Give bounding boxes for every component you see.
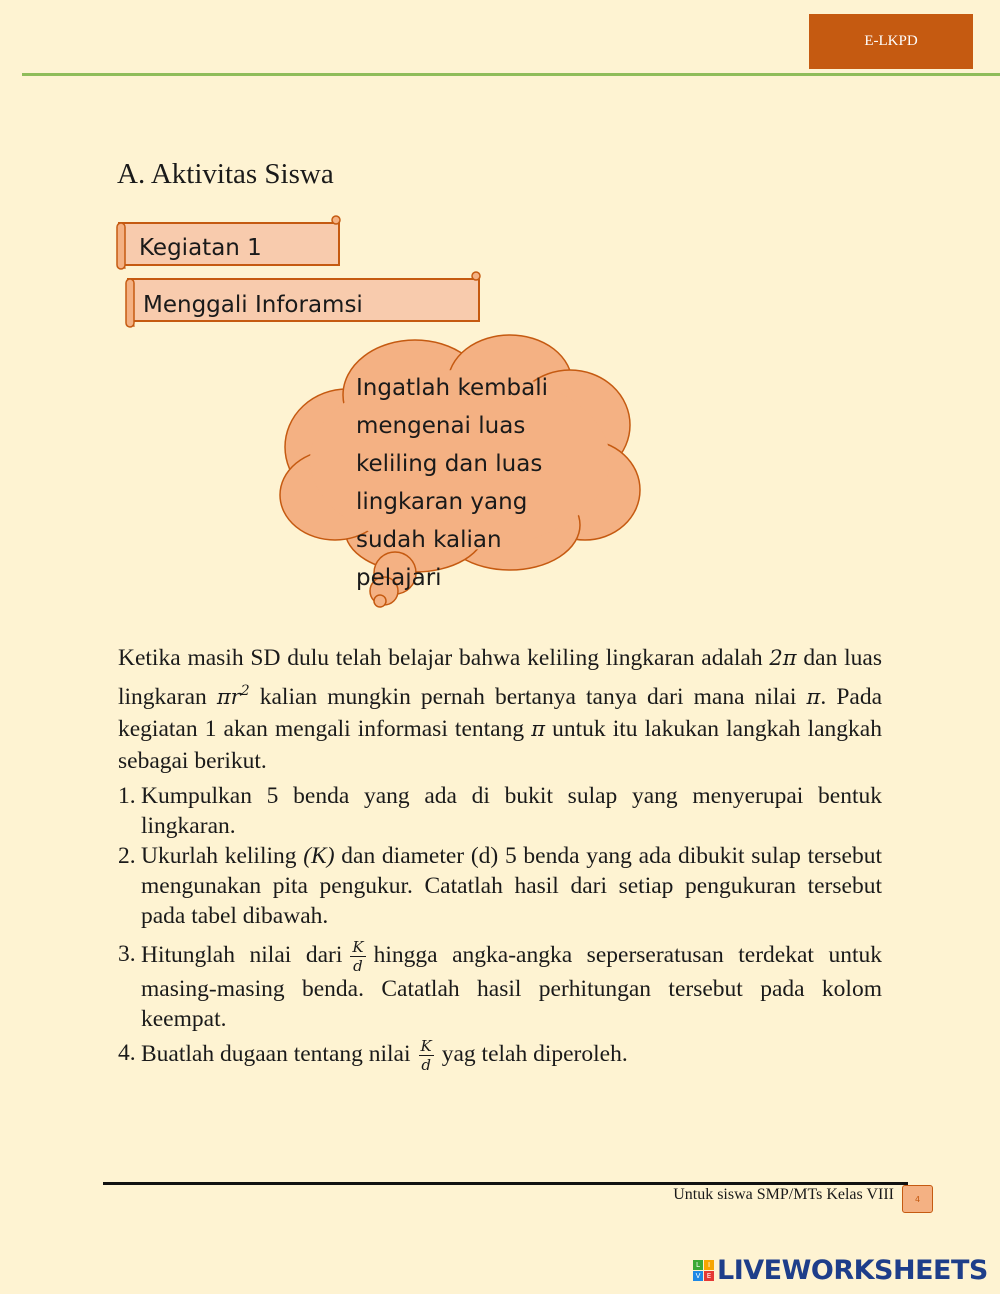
- subtitle-label: Menggali Inforamsi: [143, 292, 363, 318]
- footer-divider: [103, 1182, 908, 1185]
- step-1: 1. Kumpulkan 5 benda yang ada di bukit sulap yang menyerupai bentuk lingkaran.: [118, 783, 882, 839]
- math-pi-r: πr: [216, 684, 241, 709]
- footer-caption: Untuk siswa SMP/MTs Kelas VIII: [673, 1186, 894, 1203]
- page-number: 4: [902, 1185, 933, 1213]
- liveworksheets-icon: L I V E: [693, 1260, 714, 1281]
- fraction-k-over-d: $\frac{K}{d}$: [420, 1037, 432, 1074]
- liveworksheets-logo: L I V E LIVEWORKSHEETS: [693, 1255, 988, 1286]
- intro-paragraph: Ketika masih SD dulu telah belajar bahwa keliling lingkaran adalah 2π dan luas lingkaran $\pi r^2$ kalian mungkin pernah bertanya tanya dari mana nilai π. Pada kegiatan 1 akan mengali informasi tentang π untuk itu lakukan langkah langkah sebagai berikut.: [118, 645, 882, 775]
- thought-cloud: [265, 325, 650, 615]
- header-divider: [22, 73, 1000, 76]
- math-2pi: 2π: [769, 646, 797, 670]
- step-2: 2. Ukurlah keliling (K) dan diameter (d) 5 benda yang ada dibukit sulap tersebut mengunakan pita pengukur. Catatlah hasil dari setiap pengukuran tersebut pada tabel dibawah.: [118, 843, 882, 929]
- subtitle-banner: [123, 270, 485, 330]
- kegiatan-label: Kegiatan 1: [139, 235, 262, 261]
- cloud-text: Ingatlah kembali mengenai luas keliling dan luas lingkaran yang sudah kalian pelajari: [356, 375, 548, 591]
- section-title: A. Aktivitas Siswa: [117, 158, 334, 190]
- step-4: 4. Buatlah dugaan tentang nilai $\frac{K}{d}$ yag telah diperoleh.: [118, 1037, 628, 1074]
- steps-list: [118, 781, 882, 1073]
- fraction-k-over-d: $\frac{K}{d}$: [352, 938, 364, 975]
- kegiatan-banner: [114, 214, 344, 274]
- e-lkpd-badge: E-LKPD: [809, 14, 973, 69]
- step-3: 3. Hitunglah nilai dari $\frac{K}{d}$ hingga angka-angka seperseratusan terdekat untuk masing-masing benda. Catatlah hasil perhitungan tersebut pada kolom keempat.: [118, 938, 882, 1032]
